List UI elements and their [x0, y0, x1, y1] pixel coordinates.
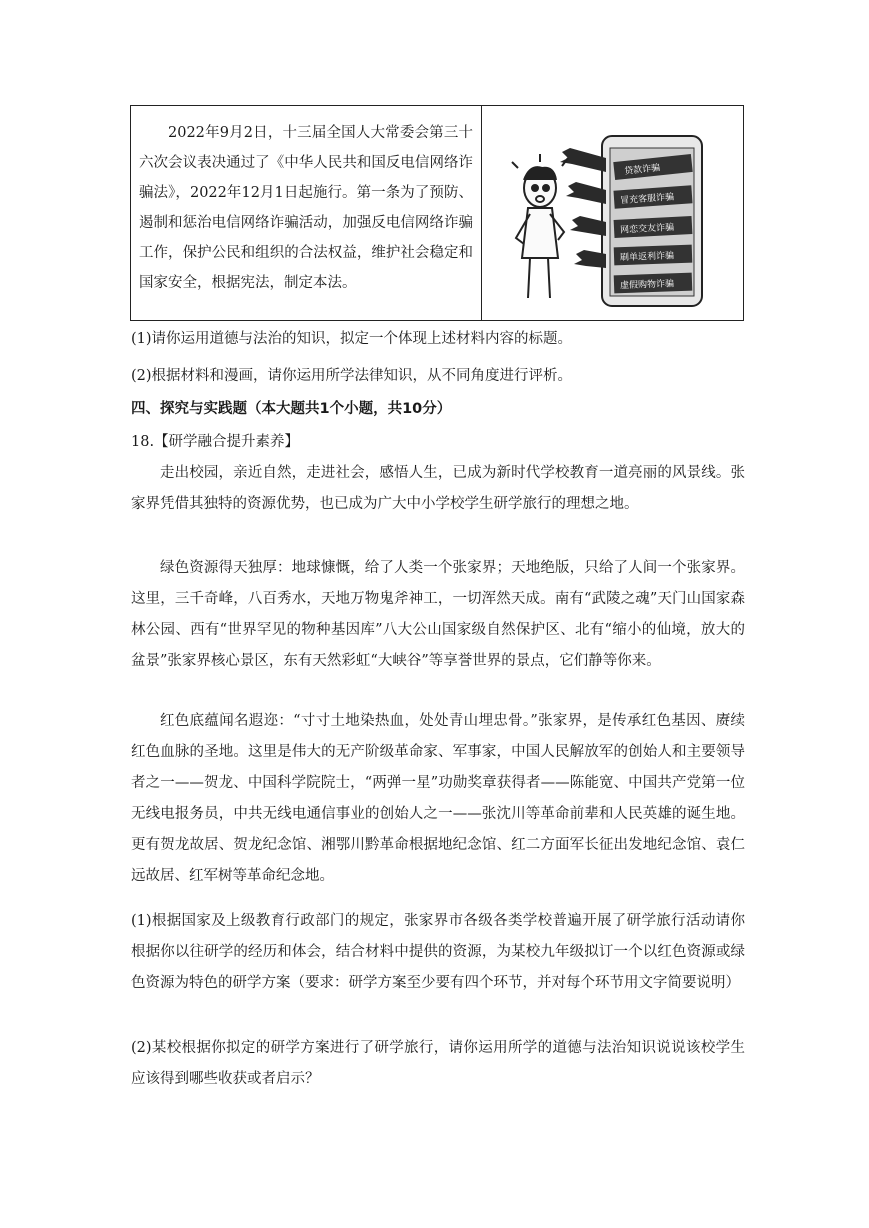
fraud-label-1: 贷款诈骗 [623, 163, 661, 177]
anti-fraud-cartoon [510, 128, 720, 308]
material-text: 2022年9月2日，十三届全国人大常委会第三十六次会议表决通过了《中华人民共和国反电信网络诈骗法》，2022年12月1日起施行。第一条为了预防、遏制和惩治电信网络诈骗活动，加强反电信网络诈骗工作，保护公民和组织的合法权益，维护社会稳定和国家安全，根据宪法，制定本法。 [131, 106, 482, 320]
q17-sub2: (2)根据材料和漫画，请你运用所学法律知识，从不同角度进行评析。 [131, 368, 573, 384]
q18-paragraph-2: 绿色资源得天独厚：地球慷慨，给了人类一个张家界；天地绝版，只给了人间一个张家界。这里，三千奇峰，八百秀水，天地万物鬼斧神工，一切浑然天成。南有“武陵之魂”天门山国家森林公园、西有“世界罕见的物种基因库”八大公山国家级自然保护区、北有“缩小的仙境，放大的盆景”张家界核心景区，东有天然彩虹“大峡谷”等享誉世界的景点，它们静等你来。 [131, 560, 745, 669]
q18-sub2: (2)某校根据你拟定的研学方案进行了研学旅行，请你运用所学的道德与法治知识说说该校学生应该得到哪些收获或者启示？ [131, 1040, 745, 1087]
section-4-heading: 四、探究与实践题（本大题共1个小题，共10分） [131, 401, 452, 417]
q18-title: 18.【研学融合提升素养】 [131, 434, 300, 450]
fraud-label-3: 网恋交友诈骗 [619, 222, 675, 236]
q18-sub1: (1)根据国家及上级教育行政部门的规定，张家界市各级各类学校普遍开展了研学旅行活动请你根据你以往研学的经历和体会，结合材料中提供的资源，为某校九年级拟订一个以红色资源或绿色资源为特色的研学方案（要求：研学方案至少要有四个环节，并对每个环节用文字简要说明） [131, 913, 745, 991]
fraud-label-4: 刷单返利诈骗 [619, 251, 675, 264]
frightened-person [512, 154, 568, 298]
q17-sub1: (1)请你运用道德与法治的知识，拟定一个体现上述材料内容的标题。 [131, 331, 573, 347]
q18-paragraph-1: 走出校园，亲近自然，走进社会，感悟人生，已成为新时代学校教育一道亮丽的风景线。张家界凭借其独特的资源优势，也已成为广大中小学校学生研学旅行的理想之地。 [131, 465, 745, 512]
fraud-label-2: 冒充客服诈骗 [619, 192, 675, 207]
material-table [130, 105, 744, 321]
cartoon-cell [482, 106, 743, 320]
q18-paragraph-3: 红色底蕴闻名遐迩：“寸寸土地染热血，处处青山埋忠骨。”张家界，是传承红色基因、赓续红色血脉的圣地。这里是伟大的无产阶级革命家、军事家，中国人民解放军的创始人和主要领导者之一——贺龙、中国科学院院士，“两弹一星”功勋奖章获得者——陈能宽、中国共产党第一位无线电报务员，中共无线电通信事业的创始人之一——张沈川等革命前辈和人民英雄的诞生地。更有贺龙故居、贺龙纪念馆、湘鄂川黔革命根据地纪念馆、红二方面军长征出发地纪念馆、袁仁远故居、红军树等革命纪念地。 [131, 713, 745, 884]
fraud-label-5: 虚假购物诈骗 [619, 279, 675, 292]
